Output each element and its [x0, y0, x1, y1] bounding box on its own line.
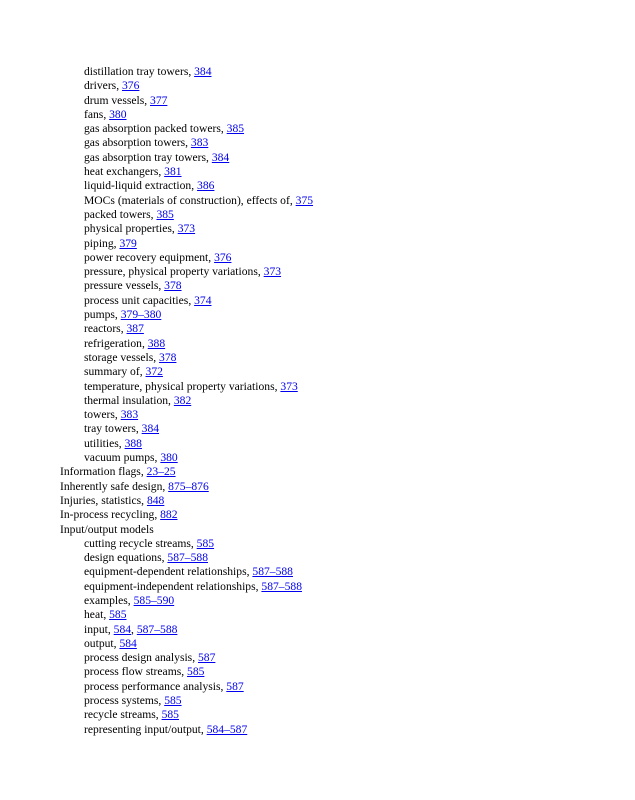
entry-term: piping: [84, 236, 114, 250]
page-link[interactable]: 380: [160, 451, 178, 465]
index-subentry: drivers, 376: [84, 79, 140, 93]
page-link[interactable]: 388: [124, 436, 142, 450]
index-subentry: input, 584, 587–588: [84, 622, 178, 636]
index-subentry: refrigeration, 388: [84, 336, 166, 350]
entry-term: distillation tray towers: [84, 65, 189, 78]
index-subentry: recycle streams, 585: [84, 708, 179, 722]
page-link[interactable]: 385: [156, 207, 174, 221]
index-subentry: process systems, 585: [84, 694, 182, 708]
entry-term: refrigeration: [84, 336, 142, 350]
index-subentry: drum vessels, 377: [84, 93, 168, 107]
page-link[interactable]: 378: [159, 350, 177, 364]
entry-term: cutting recycle streams: [84, 536, 191, 550]
page-link[interactable]: 386: [197, 179, 215, 193]
page-link[interactable]: 585: [196, 536, 215, 550]
page-link[interactable]: 376: [214, 250, 232, 264]
page-link[interactable]: 587–588: [136, 622, 178, 636]
page-link[interactable]: 375: [295, 193, 314, 207]
entry-term: process unit capacities: [84, 293, 189, 307]
index-subentry: pressure vessels, 378: [84, 279, 182, 293]
page-link[interactable]: 380: [109, 107, 127, 121]
index-subentry: heat exchangers, 381: [84, 165, 182, 179]
entry-term: Injuries, statistics: [60, 493, 142, 507]
index-subentry: piping, 379: [84, 236, 137, 250]
page-link[interactable]: 584: [119, 636, 137, 650]
index-subentry: utilities, 388: [84, 436, 142, 450]
entry-term: storage vessels: [84, 350, 154, 364]
index-subentry: tray towers, 384: [84, 422, 160, 436]
entry-term: physical properties: [84, 222, 172, 236]
entry-term: process performance analysis: [84, 679, 221, 693]
page-link[interactable]: 387: [126, 322, 144, 336]
index-subentry: vacuum pumps, 380: [84, 451, 178, 465]
entry-term: output: [84, 636, 114, 650]
index-subentry: MOCs (materials of construction), effects of, 375: [84, 193, 314, 207]
page-link[interactable]: 379: [119, 236, 137, 250]
entry-term: gas absorption towers: [84, 136, 186, 150]
index-entry: [0, 523, 635, 537]
page-link[interactable]: 384: [194, 65, 212, 78]
page-link[interactable]: 373: [280, 379, 298, 393]
index-subentry: gas absorption towers, 383: [84, 136, 209, 150]
page-link[interactable]: 381: [164, 165, 182, 179]
index-subentry: equipment-dependent relationships, 587–588: [84, 565, 293, 579]
entry-term: vacuum pumps: [84, 451, 155, 465]
page-link[interactable]: 376: [122, 79, 140, 93]
page-link[interactable]: 383: [120, 408, 139, 422]
index-subentry: cutting recycle streams, 585: [84, 536, 215, 550]
entry-term: power recovery equipment: [84, 250, 209, 264]
index-subentry: design equations, 587–588: [84, 551, 208, 565]
page-link[interactable]: 374: [194, 293, 212, 307]
page-link[interactable]: 382: [173, 393, 192, 407]
entry-term: fans: [84, 107, 104, 121]
entry-term: gas absorption tray towers: [84, 150, 207, 164]
entry-term: utilities: [84, 436, 119, 450]
page-link[interactable]: 585: [161, 708, 179, 722]
page-link[interactable]: 848: [146, 493, 165, 507]
index-subentry: thermal insulation, 382: [84, 393, 192, 407]
page-link[interactable]: 377: [150, 93, 168, 107]
page-link[interactable]: 379–380: [120, 308, 162, 322]
entry-term: packed towers: [84, 207, 151, 221]
entry-term: equipment-dependent relationships: [84, 565, 247, 579]
page-link[interactable]: 373: [177, 222, 196, 236]
entry-term: Input/output models: [60, 522, 154, 536]
index-subentry: output, 584: [84, 636, 137, 650]
entry-term: process flow streams: [84, 665, 182, 679]
entry-term: input: [84, 622, 108, 636]
index-subentry: process flow streams, 585: [84, 665, 205, 679]
entry-term: pressure vessels: [84, 279, 159, 293]
entry-term: heat exchangers: [84, 165, 159, 179]
page-link[interactable]: 384: [211, 150, 230, 164]
entry-term: recycle streams: [84, 708, 156, 722]
index-subentry: physical properties, 373: [84, 222, 196, 236]
entry-term: Inherently safe design: [60, 479, 163, 493]
entry-term: tray towers: [84, 422, 136, 436]
index-subentry: process performance analysis, 587: [84, 679, 244, 693]
page-link[interactable]: 587: [198, 651, 216, 665]
index-subentry: process design analysis, 587: [84, 651, 216, 665]
index-subentry: representing input/output, 584–587: [84, 722, 248, 736]
entry-term: reactors: [84, 322, 121, 336]
entry-term: gas absorption packed towers: [84, 122, 221, 136]
index-subentry: gas absorption tray towers, 384: [84, 150, 230, 164]
page-link[interactable]: 388: [147, 336, 166, 350]
entry-term: examples: [84, 593, 128, 607]
entry-term: design equations: [84, 551, 162, 565]
entry-term: temperature, physical property variations: [84, 379, 275, 393]
index-subentry: storage vessels, 378: [84, 350, 177, 364]
page-link[interactable]: 23–25: [146, 465, 176, 479]
entry-term: pumps: [84, 308, 115, 322]
page-link[interactable]: 372: [145, 365, 163, 379]
page-link[interactable]: 587–588: [252, 565, 293, 579]
index-subentry: reactors, 387: [84, 322, 144, 336]
entry-term: equipment-independent relationships: [84, 579, 256, 593]
entry-term: towers: [84, 408, 115, 422]
index-subentry: towers, 383: [84, 408, 139, 422]
entry-term: MOCs (materials of construction), effects of: [84, 193, 290, 207]
entry-term: In-process recycling: [60, 508, 155, 522]
index-subentry: process unit capacities, 374: [84, 293, 212, 307]
entry-term: Information flags: [60, 465, 141, 479]
page-link[interactable]: 584–587: [206, 722, 248, 736]
page-link[interactable]: 585–590: [133, 593, 175, 607]
entry-term: pressure, physical property variations: [84, 265, 258, 279]
page-link[interactable]: 587: [226, 679, 244, 693]
page-link[interactable]: 378: [164, 279, 182, 293]
entry-term: drum vessels: [84, 93, 145, 107]
index-entry: Information flags, 23–25: [60, 465, 176, 479]
page-link[interactable]: 585: [109, 608, 127, 622]
index-subentry: heat, 585: [84, 608, 127, 622]
page-link[interactable]: 383: [190, 136, 209, 150]
index-subentry: fans, 380: [84, 107, 127, 121]
entry-term: liquid-liquid extraction: [84, 179, 192, 193]
page-link[interactable]: 385: [226, 122, 245, 136]
page-link[interactable]: 587–588: [261, 579, 302, 593]
page-link[interactable]: 584: [113, 622, 132, 636]
index-subentry: summary of, 372: [84, 365, 163, 379]
entry-term: representing input/output: [84, 722, 201, 736]
page-link[interactable]: 882: [160, 508, 178, 522]
index-entry: Injuries, statistics, 848: [60, 493, 165, 507]
index-subentry: pressure, physical property variations, 373: [84, 265, 282, 279]
page-link[interactable]: 384: [141, 422, 160, 436]
index-subentry: power recovery equipment, 376: [84, 250, 232, 264]
entry-term: drivers: [84, 79, 117, 93]
index-list: [0, 65, 635, 737]
entry-term: summary of: [84, 365, 140, 379]
index-subentry: equipment-independent relationships, 587–588: [84, 579, 302, 593]
entry-term: heat: [84, 608, 104, 622]
index-subentry: gas absorption packed towers, 385: [84, 122, 245, 136]
index-entry: In-process recycling, 882: [60, 508, 178, 522]
index-subentry: packed towers, 385: [84, 207, 174, 221]
entry-term: process systems: [84, 694, 159, 708]
index-subentry: liquid-liquid extraction, 386: [84, 179, 215, 193]
page-link[interactable]: 587–588: [167, 551, 208, 565]
page-link[interactable]: 585: [187, 665, 205, 679]
index-entry: Inherently safe design, 875–876: [60, 479, 209, 493]
index-subentry: pumps, 379–380: [84, 308, 162, 322]
page-link[interactable]: 373: [263, 265, 282, 279]
index-subentry: examples, 585–590: [84, 593, 175, 607]
index-subentry: temperature, physical property variations, 373: [84, 379, 298, 393]
page-link[interactable]: 585: [164, 694, 182, 708]
entry-term: process design analysis: [84, 651, 193, 665]
index-subentry: distillation tray towers, 384: [84, 65, 212, 78]
page-link[interactable]: 875–876: [168, 479, 209, 493]
entry-term: thermal insulation: [84, 393, 169, 407]
